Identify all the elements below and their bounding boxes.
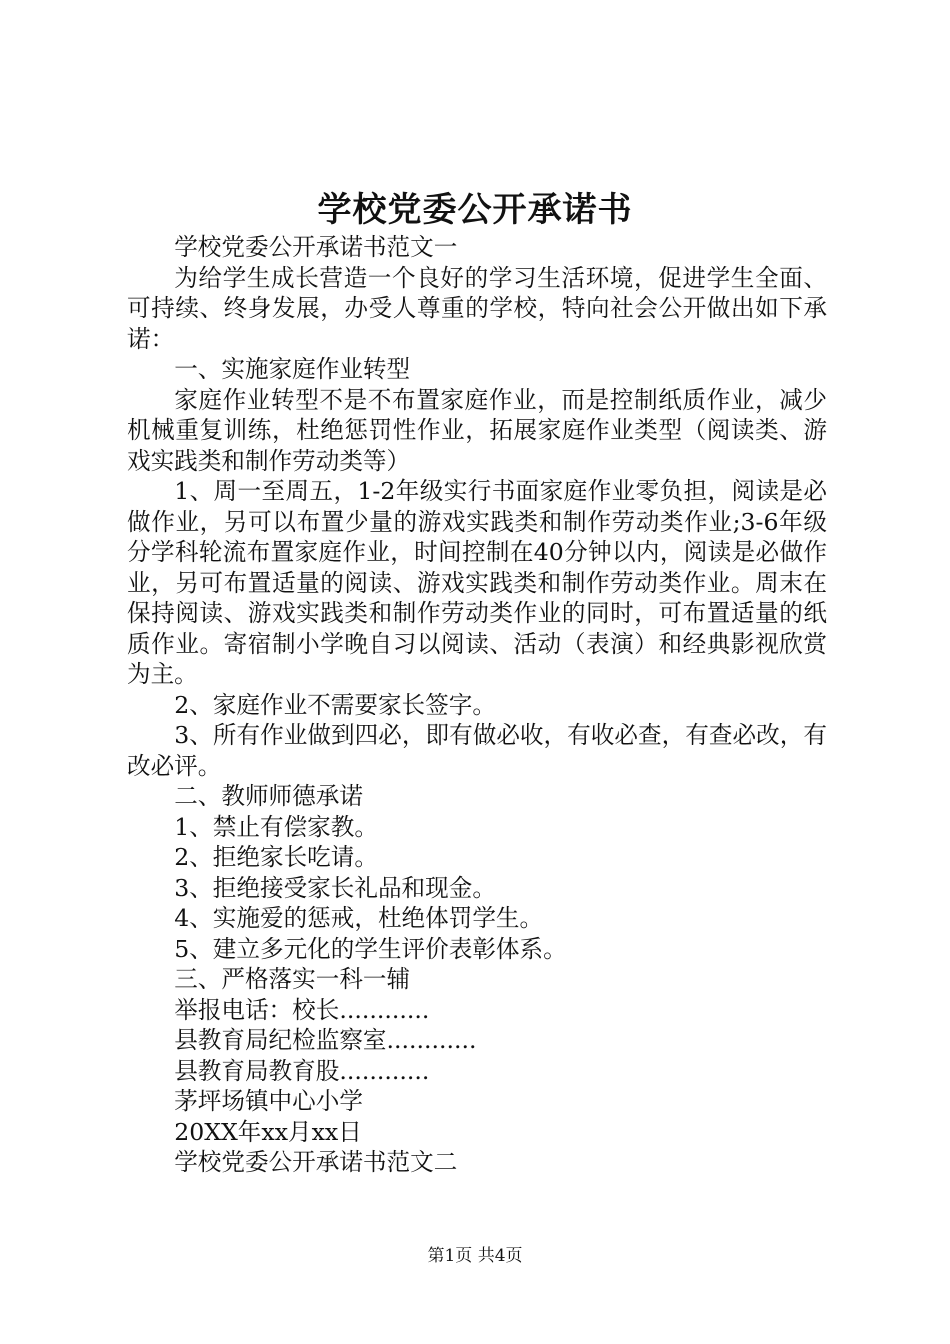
paragraph: 2、拒绝家长吃请。 [174,843,378,871]
signature-org: 茅坪场镇中心小学 [174,1087,363,1115]
paragraph: 家庭作业转型不是不布置家庭作业，而是控制纸质作业，减少机械重复训练，杜绝惩罚性作业，拓展家庭作业类型（阅读类、游戏实践类和制作劳动类等） [127,385,827,475]
section-heading: 一、实施家庭作业转型 [174,355,411,383]
paragraph: 为给学生成长营造一个良好的学习生活环境，促进学生全面、可持续、终身发展，办受人尊重的学校，特向社会公开做出如下承诺： [127,263,827,353]
paragraph: 学校党委公开承诺书范文一 [174,233,458,261]
contact-line: 县教育局纪检监察室............ [174,1026,477,1054]
contact-line: 县教育局教育股............ [174,1056,430,1085]
section-heading: 二、教师师德承诺 [174,782,363,810]
section-heading: 三、严格落实一科一辅 [174,965,411,993]
paragraph: 2、家庭作业不需要家长签字。 [174,690,496,719]
paragraph: 5、建立多元化的学生评价表彰体系。 [174,934,567,963]
paragraph: 1、周一至周五，1-2年级实行书面家庭作业零负担，阅读是必做作业，另可以布置少量的游戏实践类和制作劳动类作业;3-6年级分学科轮流布置家庭作业，时间控制在40分钟以内，阅读是必做作业，另可布置适量的阅读、游戏实践类和制作劳动类作业。周末在保持阅读、游戏实践类和制作劳动类作业的同时，可布置适量的纸质作业。寄宿制小学晚自习以阅读、活动（表演）和经典影视欣赏为主。 [127,477,827,688]
paragraph: 4、实施爱的惩戒，杜绝体罚学生。 [174,904,544,932]
contact-line: 举报电话：校长............ [174,995,430,1024]
signature-date: 20XX年xx月xx日 [174,1117,362,1146]
paragraph: 3、所有作业做到四必，即有做必收，有收必查，有查必改，有改必评。 [127,721,827,780]
page-footer: 第1页 共4页 [427,1246,523,1266]
paragraph: 学校党委公开承诺书范文二 [174,1148,458,1176]
paragraph: 3、拒绝接受家长礼品和现金。 [174,873,496,902]
document-title: 学校党委公开承诺书 [317,190,633,230]
document-body [127,232,827,1178]
paragraph: 1、禁止有偿家教。 [174,812,378,841]
